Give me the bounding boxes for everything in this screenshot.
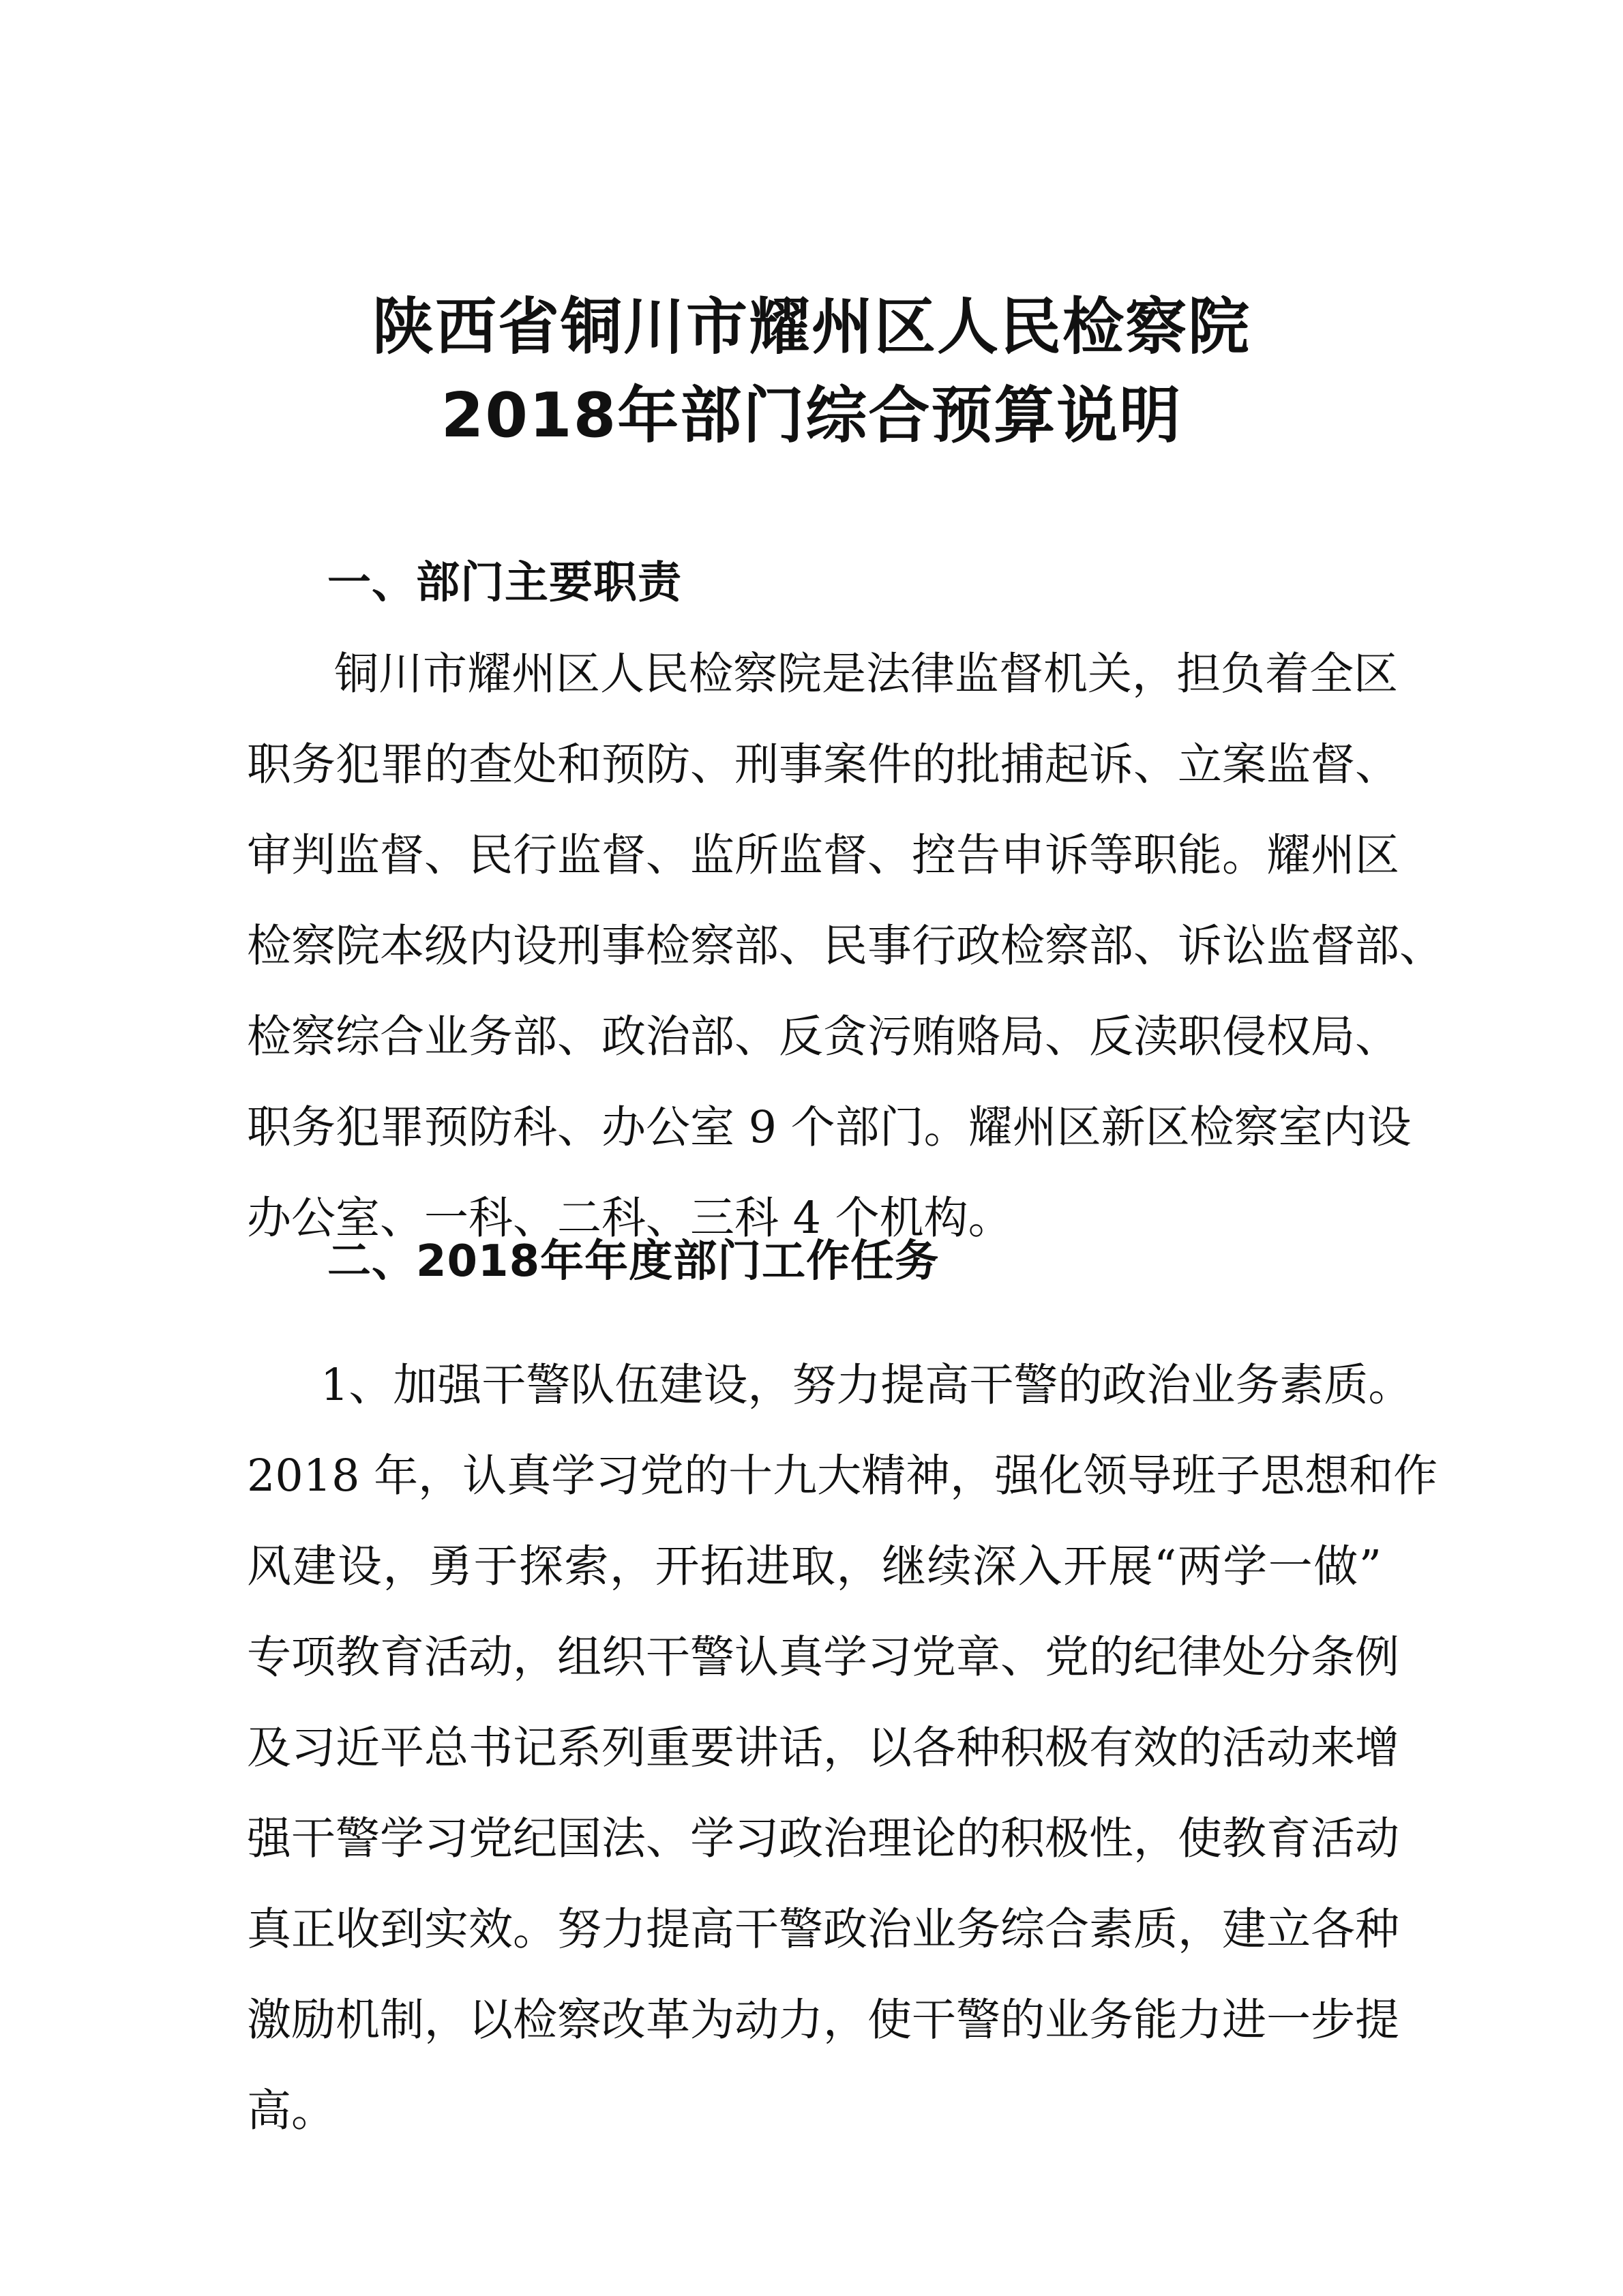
paragraph-line: 审判监督、民行监督、监所监督、控告申诉等职能。耀州区: [247, 830, 1400, 881]
paragraph-line: 检察综合业务部、政治部、反贪污贿赂局、反渎职侵权局、: [247, 1011, 1400, 1062]
paragraph-line: 2018 年，认真学习党的十九大精神，强化领导班子思想和作: [247, 1450, 1438, 1502]
paragraph-line: 1、加强干警队伍建设，努力提高干警的政治业务素质。: [321, 1360, 1413, 1411]
paragraph-line: 职务犯罪的查处和预防、刑事案件的批捕起诉、立案监督、: [247, 739, 1400, 790]
paragraph-line: 办公室、一科、二科、三科 4 个机构。: [247, 1193, 1013, 1244]
paragraph-line: 风建设，勇于探索，开拓进取，继续深入开展“两学一做”: [247, 1541, 1382, 1592]
paragraph-line: 强干警学习党纪国法、学习政治理论的积极性，使教育活动: [247, 1813, 1400, 1864]
paragraph-line: 激励机制，以检察改革为动力，使干警的业务能力进一步提: [247, 1995, 1400, 2046]
section-heading-duties: 一、部门主要职责: [327, 558, 682, 608]
paragraph-line: 真正收到实效。努力提高干警政治业务综合素质，建立各种: [247, 1904, 1400, 1955]
paragraph-line: 专项教育活动，组织干警认真学习党章、党的纪律处分条例: [247, 1632, 1400, 1683]
paragraph-line: 检察院本级内设刑事检察部、民事行政检察部、诉讼监督部、: [247, 921, 1444, 972]
paragraph-line: 高。: [247, 2085, 336, 2136]
section-paragraph-duties: [247, 629, 1444, 1264]
section-paragraph-tasks: [247, 1340, 1438, 2156]
paragraph-line: 职务犯罪预防科、办公室 9 个部门。耀州区新区检察室内设: [247, 1102, 1412, 1153]
section-heading-tasks: 二、2018年年度部门工作任务: [327, 1236, 940, 1287]
document-title-line2: 2018年部门综合预算说明: [441, 380, 1182, 451]
document-title-line1: 陕西省铜川市耀州区人民检察院: [372, 291, 1251, 363]
paragraph-line: 及习近平总书记系列重要讲话，以各种积极有效的活动来增: [247, 1723, 1400, 1774]
paragraph-line: 铜川市耀州区人民检察院是法律监督机关，担负着全区: [334, 648, 1399, 700]
